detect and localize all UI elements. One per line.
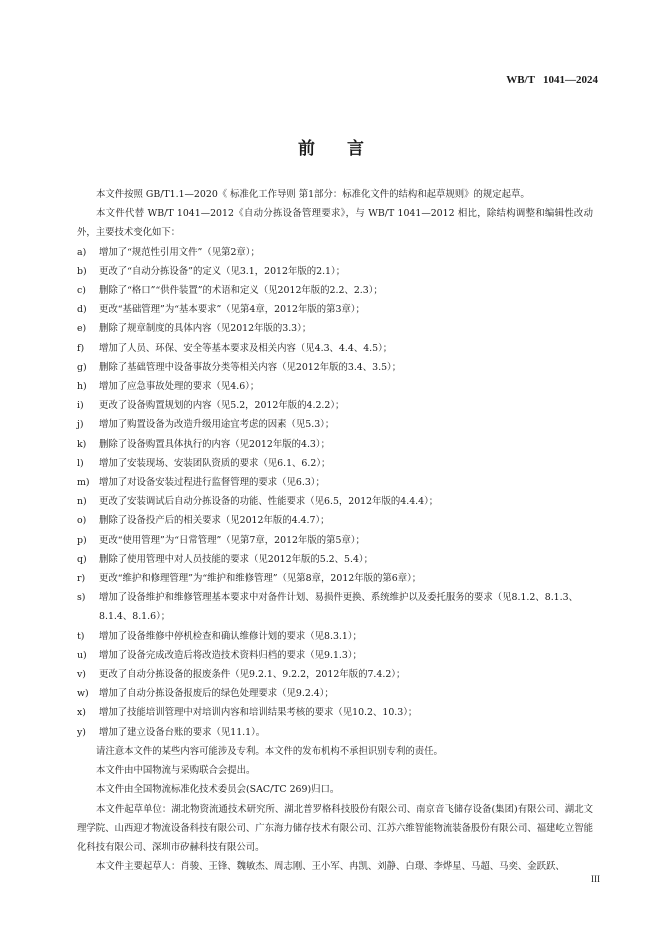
change-item-text: 增加了设备完成改造后将改造技术资料归档的要求（见9.1.3）； [99, 649, 362, 661]
change-item-text: 增加了建立设备台账的要求（见11.1）。 [99, 726, 266, 738]
change-item-text: 增加了安装现场、安装团队资质的要求（见6.1、6.2）； [99, 457, 331, 469]
change-item-marker: d) [77, 304, 87, 316]
change-item-text: 删除了设备购置具体执行的内容（见2012年版的4.3）； [99, 438, 330, 450]
change-item-text: 增加了应急事故处理的要求（见4.6）； [99, 381, 260, 393]
change-item-marker: u) [77, 649, 87, 661]
change-item-marker: w) [77, 688, 89, 700]
change-item-text: 更改“使用管理”为“日常管理”（见第7章，2012年版的第5章）； [99, 534, 365, 546]
change-item [77, 684, 593, 703]
change-item [77, 569, 593, 588]
change-item [77, 550, 593, 569]
change-item-text: 删除了规章制度的具体内容（见2012年版的3.3）； [99, 323, 312, 335]
change-item-marker: h) [77, 381, 87, 393]
change-item-marker: e) [77, 323, 87, 335]
page-title: 前言 [298, 139, 396, 159]
change-item-marker: a) [77, 246, 87, 258]
change-item [77, 377, 593, 396]
change-item-marker: x) [77, 707, 86, 719]
change-item [77, 396, 593, 415]
change-item [77, 281, 593, 300]
change-item-marker: r) [77, 573, 86, 585]
change-item [77, 531, 593, 550]
change-item-marker: n) [77, 496, 87, 508]
change-item-marker: b) [77, 265, 87, 277]
change-item-marker: v) [77, 669, 86, 681]
change-item-text: 删除了设备投产后的相关要求（见2012年版的4.4.7）； [99, 515, 330, 527]
change-item [77, 454, 593, 473]
change-item [77, 358, 593, 377]
intro-paragraph-1: 本文件按照 GB/T1.1—2020《 标准化工作导则 第1部分：标准化文件的结构和起草规则》的规定起草。 [96, 189, 530, 200]
change-item [77, 588, 593, 626]
change-item-text: 增加了“规范性引用文件”（见第2章）； [99, 246, 260, 258]
change-item-text: 更改了自动分拣设备的报废条件（见9.2.1、9.2.2，2012年版的7.4.2）； [99, 669, 406, 681]
change-item [77, 415, 593, 434]
change-item-text: 更改“基础管理”为“基本要求”（见第4章，2012年版的第3章）； [99, 304, 365, 316]
change-item [77, 339, 593, 358]
change-item-marker: p) [77, 534, 87, 546]
change-item-text: 删除了使用管理中对人员技能的要求（见2012年版的5.2、5.4）； [99, 553, 373, 565]
change-item-text: 更改了设备购置规划的内容（见5.2，2012年版的4.2.2）； [99, 400, 345, 412]
change-item [77, 435, 593, 454]
document-body [77, 185, 593, 876]
change-item [77, 262, 593, 281]
change-item-text: 增加了对设备安装过程进行监督管理的要求（见6.3）； [99, 477, 325, 489]
change-item-text: 增加了设备维护和维修管理基本要求中对备件计划、易损件更换、系统维护以及委托服务的要求（见8.1.2、8.1.3、8.1.4、8.1.6）； [99, 592, 578, 623]
change-item-marker: f) [77, 342, 85, 354]
change-item [77, 511, 593, 530]
change-item-text: 增加了技能培训管理中对培训内容和培训结果考核的要求（见10.2、10.3）； [99, 707, 418, 719]
change-item [77, 243, 593, 262]
change-item-marker: t) [77, 630, 85, 642]
change-item-text: 增加了自动分拣设备报废后的绿色处理要求（见9.2.4）； [99, 688, 334, 700]
patent-notice: 请注意本文件的某些内容可能涉及专利。本文件的发布机构不承担识别专利的责任。 [96, 745, 443, 757]
change-item [77, 703, 593, 722]
change-item-text: 删除了“格口”“供件装置”的术语和定义（见2012年版的2.2、2.3）； [99, 285, 383, 297]
change-item-marker: m) [77, 477, 90, 489]
change-item-marker: k) [77, 438, 87, 450]
change-item [77, 627, 593, 646]
change-item-marker: c) [77, 285, 86, 297]
change-item [77, 723, 593, 742]
change-item-marker: o) [77, 515, 87, 527]
change-item-marker: s) [77, 592, 86, 604]
change-item-text: 更改“维护和修理管理”为“维护和维修管理”（见第8章，2012年版的第6章）； [99, 573, 422, 585]
change-item-marker: q) [77, 553, 87, 565]
change-item-text: 更改了安装调试后自动分拣设备的功能、性能要求（见6.5，2012年版的4.4.4）； [99, 496, 439, 508]
change-item-text: 删除了基础管理中设备事故分类等相关内容（见2012年版的3.4、3.5）； [99, 361, 402, 373]
standard-code: WB/T 1041—2024 [506, 74, 598, 86]
change-item-marker: l) [77, 457, 84, 469]
main-drafters: 本文件主要起草人：肖骏、王锋、魏敏杰、周志刚、王小军、冉凯、刘静、白璟、李烨星、马超、马奕、金跃跃、 [96, 861, 565, 873]
change-item-text: 增加了人员、环保、安全等基本要求及相关内容（见4.3、4.4、4.5）； [99, 342, 393, 354]
drafting-units: 本文件起草单位：湖北物资流通技术研究所、湖北普罗格科技股份有限公司、南京音飞储存设备(集团)有限公司、湖北文理学院、山西迎才物流设备科技有限公司、广东海力储存技术有限公司、江苏六维智能物流装备股份有限公司、福建屹立智能化科技有限公司、深圳市矽赫科技有限公司。 [77, 803, 593, 853]
intro-paragraph-2: 本文件代替 WB/T 1041—2012《自动分拣设备管理要求》，与 WB/T 1041—2012 相比，除结构调整和编辑性改动外，主要技术变化如下： [77, 208, 593, 239]
change-item [77, 473, 593, 492]
change-item-text: 更改了“自动分拣设备”的定义（见3.1，2012年版的2.1）； [99, 265, 346, 277]
change-item-marker: g) [77, 361, 87, 373]
change-list [77, 243, 593, 742]
change-item [77, 319, 593, 338]
change-item-marker: j) [77, 419, 84, 431]
page-number: III [591, 874, 600, 884]
change-item [77, 300, 593, 319]
change-item-marker: i) [77, 400, 84, 412]
committee-statement: 本文件由全国物流标准化技术委员会(SAC/TC 269)归口。 [96, 784, 340, 796]
change-item-text: 增加了购置设备为改造升级用途宜考虑的因素（见5.3）； [99, 419, 335, 431]
proposer-statement: 本文件由中国物流与采购联合会提出。 [96, 765, 256, 777]
change-item-marker: y) [77, 726, 86, 738]
change-item-text: 增加了设备维修中停机检查和确认维修计划的要求（见8.3.1）； [99, 630, 362, 642]
change-item [77, 492, 593, 511]
change-item [77, 646, 593, 665]
change-item [77, 665, 593, 684]
